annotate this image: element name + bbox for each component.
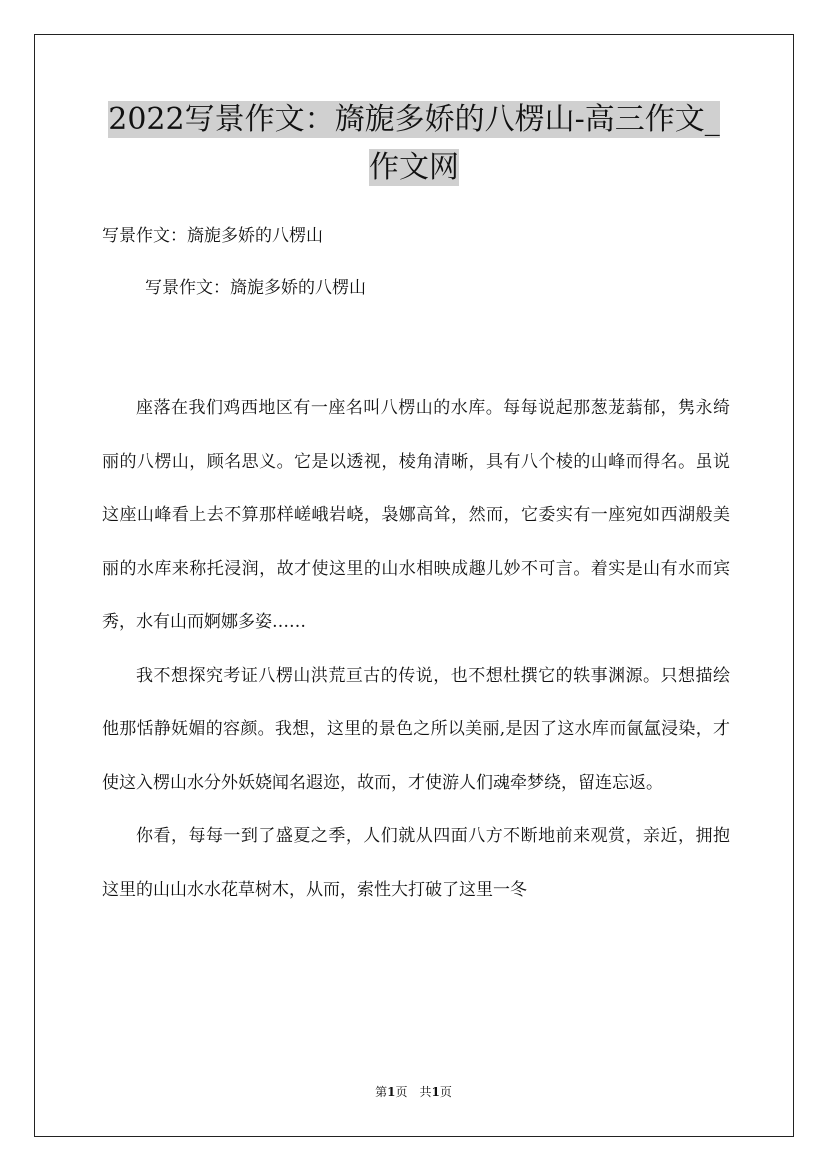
- paragraph-1: 座落在我们鸡西地区有一座名叫八楞山的水库。每每说起那葱茏蓊郁，隽永绮丽的八楞山，顾名思义。它是以透视，棱角清晰，具有八个棱的山峰而得名。虽说这座山峰看上去不算那样嵯峨岩峣，袅娜高耸，然而，它委实有一座宛如西湖般美丽的水库来称托浸润，故才使这里的山水相映成趣儿妙不可言。着实是山有水而宾秀，水有山而婀娜多姿……: [102, 398, 730, 632]
- footer-middle: 页 共: [395, 1085, 432, 1099]
- footer-suffix: 页: [439, 1085, 452, 1099]
- footer-prefix: 第: [375, 1085, 388, 1099]
- total-page-number: 1: [431, 1085, 440, 1099]
- title-line-2: 作文网: [369, 150, 459, 185]
- title-line-1: 2022写景作文：旖旎多娇的八楞山-高三作文_: [108, 102, 720, 137]
- current-page-number: 1: [387, 1085, 396, 1099]
- subtitle: 写景作文：旖旎多娇的八楞山: [102, 226, 323, 246]
- document-title: [70, 96, 758, 192]
- page-footer: [0, 1083, 827, 1101]
- subtitle-indented: 写景作文：旖旎多娇的八楞山: [145, 278, 366, 298]
- paragraph-3: 你看，每每一到了盛夏之季，人们就从四面八方不断地前来观赏，亲近，拥抱这里的山山水水花草树木，从而，索性大打破了这里一冬: [102, 826, 730, 900]
- article-body: [102, 382, 730, 917]
- paragraph-2: 我不想探究考证八楞山洪荒亘古的传说，也不想杜撰它的轶事渊源。只想描绘他那恬静妩媚的容颜。我想，这里的景色之所以美丽,是因了这水库而氤氲浸染，才使这入楞山水分外妖娆闻名遐迩，故而，才使游人们魂牵梦绕，留连忘返。: [102, 665, 730, 793]
